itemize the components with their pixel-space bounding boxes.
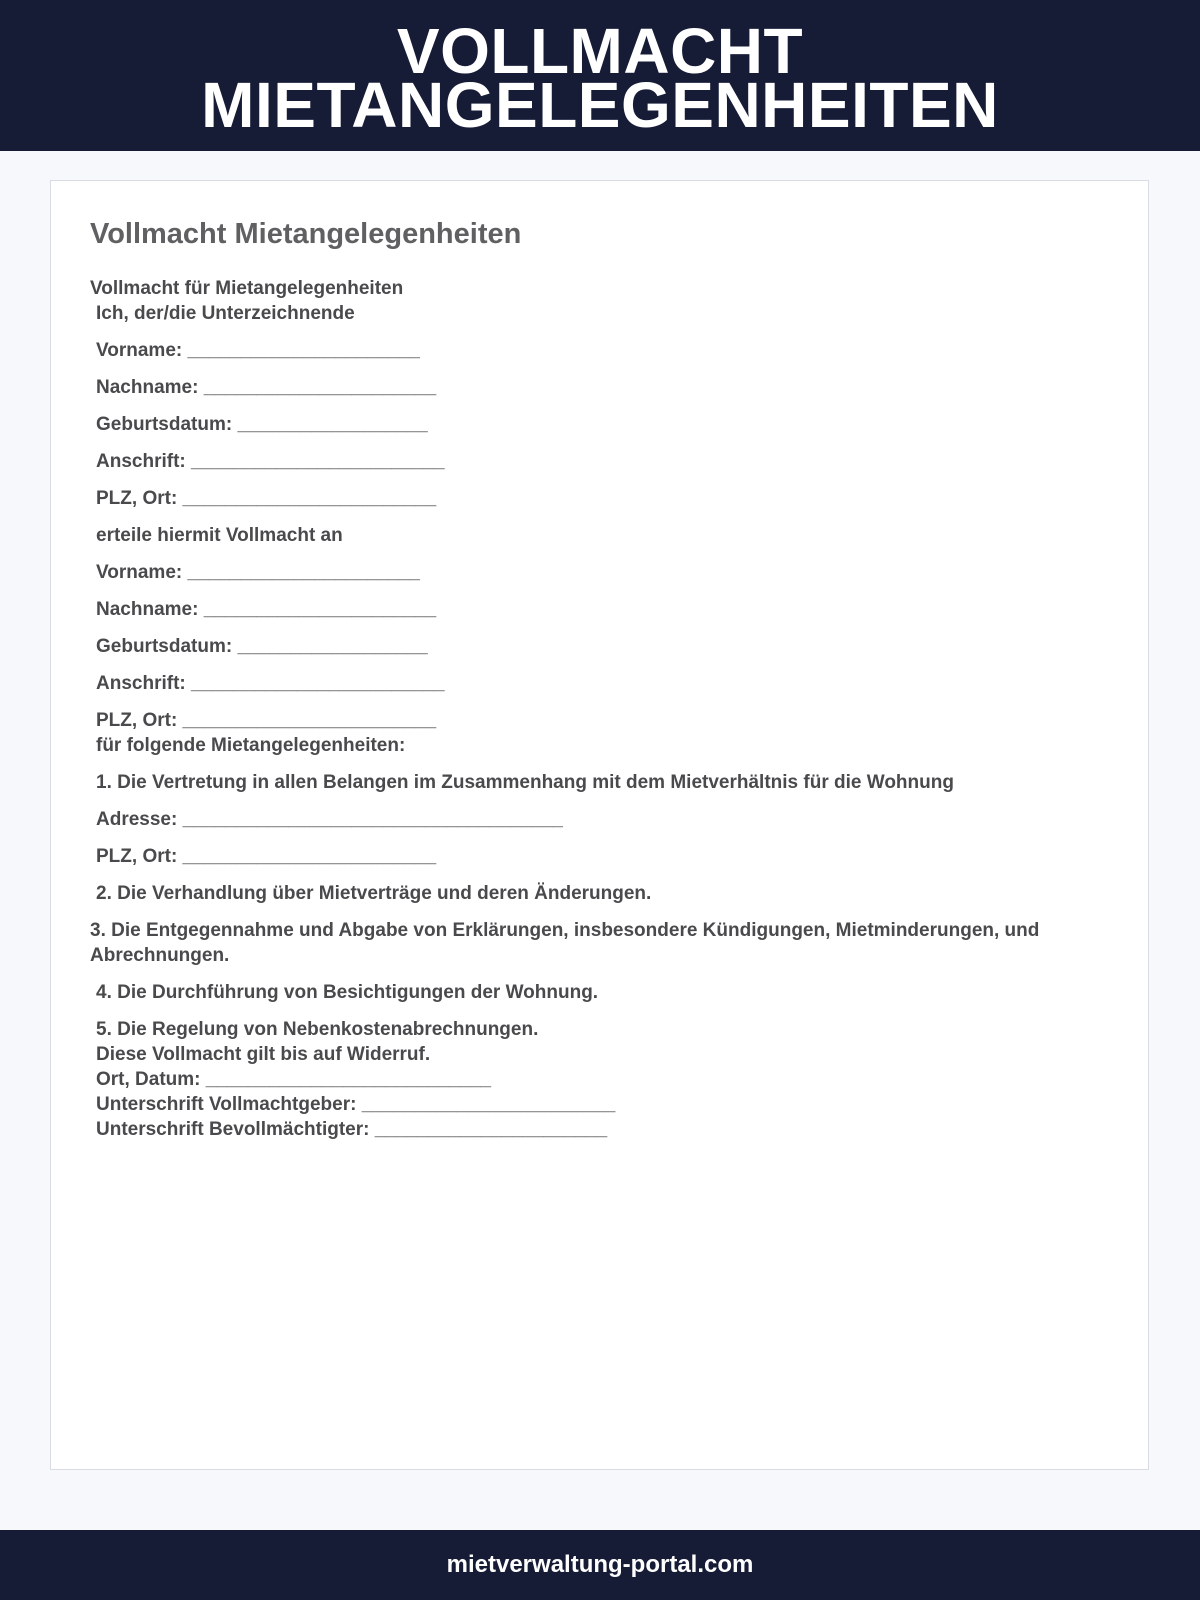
item-2: 2. Die Verhandlung über Mietverträge und deren Änderungen. [96, 883, 652, 904]
doc-heading: Vollmacht für Mietangelegenheiten [90, 278, 404, 299]
field-property-zip-city: PLZ, Ort: ________________________ [96, 846, 437, 867]
grant-line: erteile hiermit Vollmacht an [96, 525, 343, 546]
document-title: Vollmacht Mietangelegenheiten [90, 218, 522, 250]
matters-heading: für folgende Mietangelegenheiten: [96, 735, 406, 756]
field-agent-address: Anschrift: ________________________ [96, 673, 445, 694]
field-grantor-firstname: Vorname: ______________________ [96, 340, 420, 361]
field-grantor-lastname: Nachname: ______________________ [96, 377, 437, 398]
field-agent-birthdate: Geburtsdatum: __________________ [96, 636, 428, 657]
validity-note: Diese Vollmacht gilt bis auf Widerruf. [96, 1044, 431, 1065]
page-footer [0, 1530, 1200, 1600]
signature-agent: Unterschrift Bevollmächtigter: ______________________ [96, 1119, 608, 1140]
field-grantor-zip-city: PLZ, Ort: ________________________ [96, 488, 437, 509]
item-5: 5. Die Regelung von Nebenkostenabrechnungen. [96, 1019, 539, 1040]
signature-grantor: Unterschrift Vollmachtgeber: ________________________ [96, 1094, 616, 1115]
page-header [0, 0, 1200, 151]
field-grantor-address: Anschrift: ________________________ [96, 451, 445, 472]
document-body [90, 276, 1110, 1142]
item-3: 3. Die Entgegennahme und Abgabe von Erklärungen, insbesondere Kündigungen, Mietminderungen, und Abrechnungen. [90, 920, 1040, 966]
field-agent-lastname: Nachname: ______________________ [96, 599, 437, 620]
field-agent-zip-city: PLZ, Ort: ________________________ [96, 710, 437, 731]
document-card [50, 180, 1149, 1470]
header-title: VOLLMACHT MIETANGELEGENHEITEN [201, 14, 999, 141]
item-4: 4. Die Durchführung von Besichtigungen der Wohnung. [96, 982, 599, 1003]
field-place-date: Ort, Datum: ___________________________ [96, 1069, 492, 1090]
field-property-address: Adresse: ____________________________________ [96, 809, 564, 830]
item-1: 1. Die Vertretung in allen Belangen im Zusammenhang mit dem Mietverhältnis für die Wohnung [96, 772, 954, 793]
field-agent-firstname: Vorname: ______________________ [96, 562, 420, 583]
field-grantor-birthdate: Geburtsdatum: __________________ [96, 414, 428, 435]
footer-domain: mietverwaltung-portal.com [446, 1551, 754, 1578]
intro-line: Ich, der/die Unterzeichnende [96, 303, 355, 324]
